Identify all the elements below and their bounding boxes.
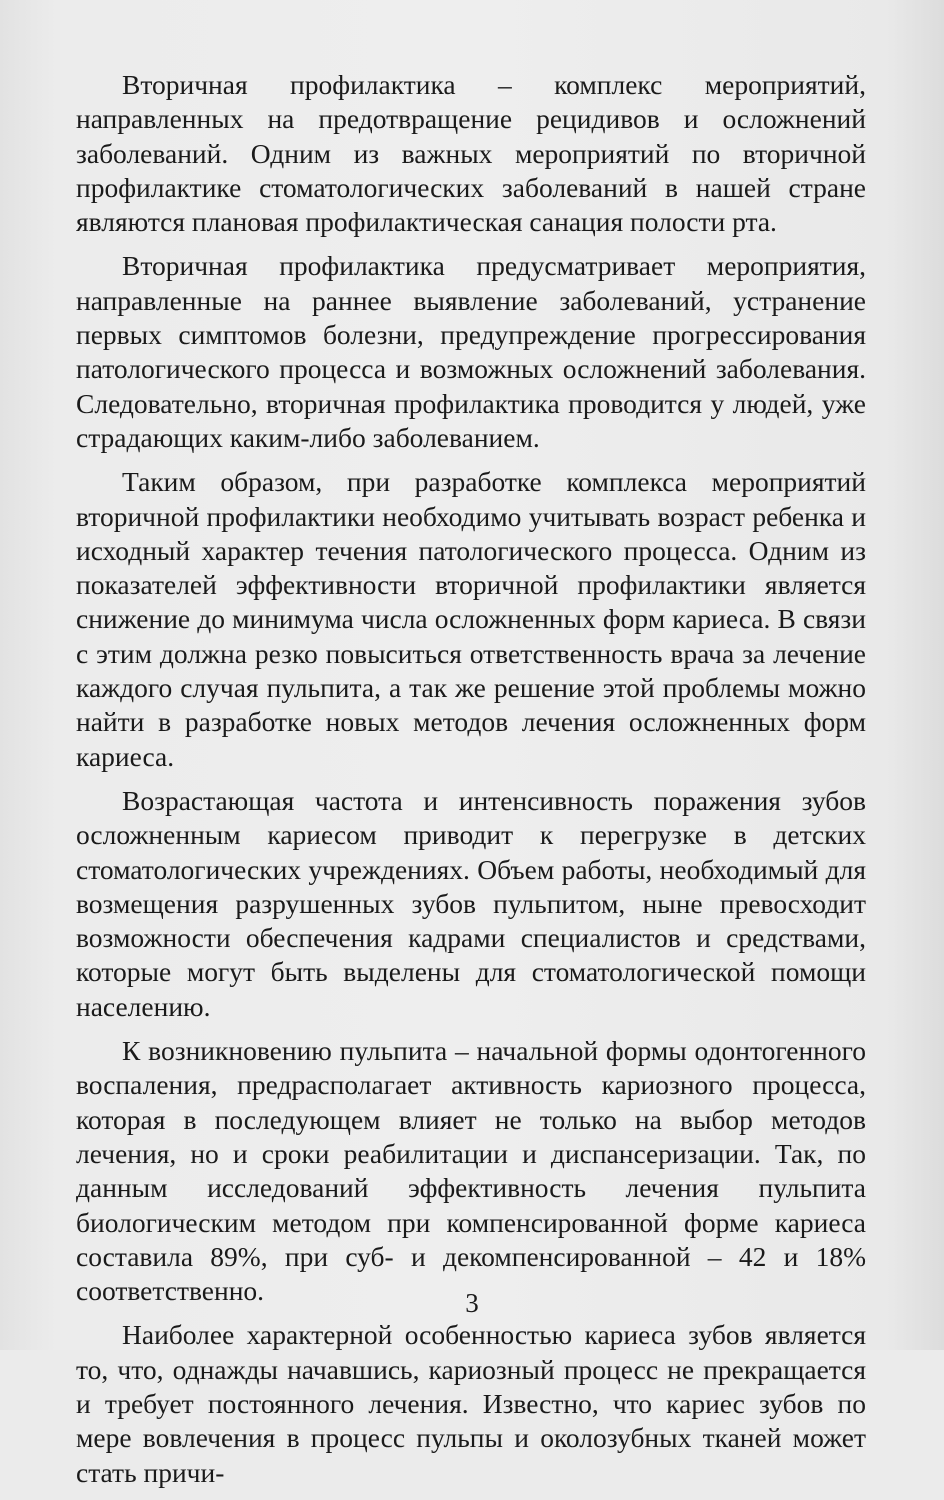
page-number: 3: [465, 1288, 479, 1318]
paragraph-4: Возрастающая частота и интенсивность поражения зубов осложненным кариесом приводит к перегрузке в детских стоматологических учреждениях. Объем работы, необходимый для возмещения разрушенных зубов пульпитом, ныне превосходит возможности обеспечения кадрами специалистов и средствами, которые могут быть выделены для стоматологической помощи населению.: [76, 784, 866, 1022]
paragraph-5: К возникновению пульпита – начальной формы одонтогенного воспаления, предрасполагает активность кариозного процесса, которая в последующем влияет не только на выбор методов лечения, но и сроки реабилитации и диспансеризации. Так, по данным исследований эффективность лечения пульпита биологическим методом при компенсированной форме кариеса составила 89%, при суб- и декомпенсированной – 42 и 18% соответственно.: [76, 1035, 866, 1307]
paragraph-3: Таким образом, при разработке комплекса мероприятий вторичной профилактики необходимо учитывать возраст ребенка и исходный характер течения патологического процесса. Одним из показателей эффективности вторичной профилактики является снижение до минимума числа осложненных форм кариеса. В связи с этим должна резко повыситься ответственность врача за лечение каждого случая пульпита, а так же решение этой проблемы можно найти в разработке новых методов лечения осложненных форм кариеса.: [76, 466, 866, 772]
body-text: [76, 68, 866, 1500]
paragraph-2: Вторичная профилактика предусматривает мероприятия, направленные на раннее выявление заболеваний, устранение первых симптомов болезни, предупреждение прогрессирования патологического процесса и возможных осложнений заболевания. Следовательно, вторичная профилактика проводится у людей, уже страдающих каким-либо заболеванием.: [76, 250, 866, 453]
paragraph-1: Вторичная профилактика – комплекс мероприятий, направленных на предотвращение рецидивов и осложнений заболеваний. Одним из важных мероприятий по вторичной профилактике стоматологических заболеваний в нашей стране являются плановая профилактическая санация полости рта.: [76, 69, 866, 238]
paragraph-6: Наиболее характерной особенностью кариеса зубов является то, что, однажды начавшись, кариозный процесс не прекращается и требует постоянного лечения. Известно, что кариес зубов по мере вовлечения в процесс пульпы и околозубных тканей может стать причи-: [76, 1319, 866, 1488]
